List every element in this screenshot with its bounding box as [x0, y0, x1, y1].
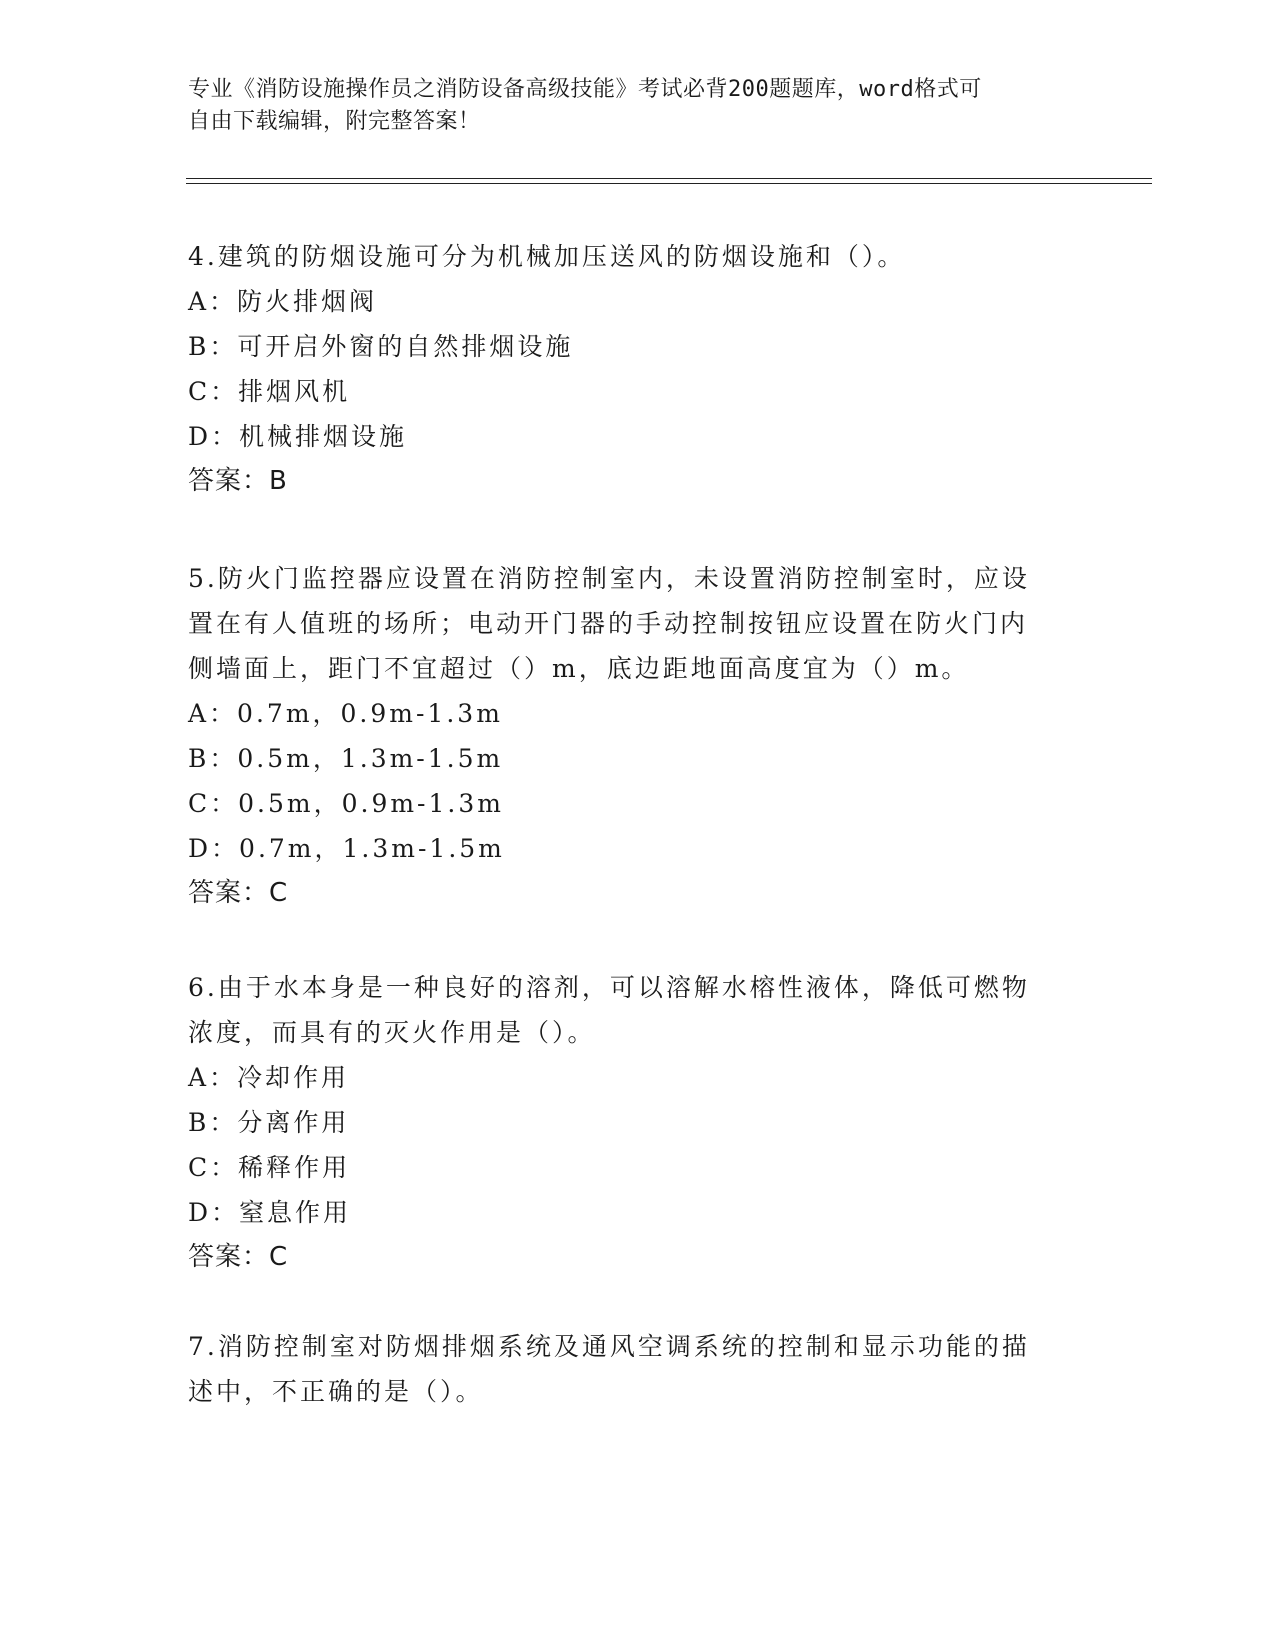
- question-stem-line: 6.由于水本身是一种良好的溶剂，可以溶解水榕性液体，降低可燃物: [188, 973, 1030, 1002]
- option-b: B：分离作用: [188, 1108, 350, 1137]
- option-c: C：排烟风机: [188, 377, 351, 406]
- question-stem-line: 浓度，而具有的灭火作用是（）。: [188, 1018, 596, 1047]
- question-stem: [188, 556, 1068, 691]
- option-c: C：0.5m，0.9m-1.3m: [188, 789, 504, 818]
- header-line-2: 自由下载编辑，附完整答案！: [188, 109, 481, 134]
- option-d: D：窒息作用: [188, 1198, 352, 1227]
- question-stem: [188, 1324, 1068, 1414]
- question-4: [188, 234, 1068, 504]
- question-stem-line: 7.消防控制室对防烟排烟系统及通风空调系统的控制和显示功能的描: [188, 1332, 1030, 1361]
- option-a: A：防火排烟阀: [188, 287, 378, 316]
- option-b: B：可开启外窗的自然排烟设施: [188, 332, 574, 361]
- header-divider-top: [186, 178, 1152, 179]
- question-7: [188, 1324, 1068, 1414]
- question-stem-line: 5.防火门监控器应设置在消防控制室内，未设置消防控制室时，应设: [188, 564, 1030, 593]
- answer: 答案：C: [188, 878, 289, 908]
- question-stem-line: 4.建筑的防烟设施可分为机械加压送风的防烟设施和（）。: [188, 242, 906, 271]
- option-b: B：0.5m，1.3m-1.5m: [188, 744, 504, 773]
- question-stem-line: 述中，不正确的是（）。: [188, 1377, 484, 1406]
- header-divider-bottom: [186, 183, 1152, 184]
- option-d: D：0.7m，1.3m-1.5m: [188, 834, 505, 863]
- option-a: A：冷却作用: [188, 1063, 350, 1092]
- option-c: C：稀释作用: [188, 1153, 351, 1182]
- question-5: [188, 556, 1068, 916]
- answer: 答案：C: [188, 1242, 289, 1272]
- question-stem: [188, 965, 1068, 1055]
- question-6: [188, 965, 1068, 1280]
- question-stem-line: 置在有人值班的场所；电动开门器的手动控制按钮应设置在防火门内: [188, 609, 1029, 638]
- question-stem-line: 侧墙面上，距门不宜超过（）m，底边距地面高度宜为（）m。: [188, 654, 970, 683]
- question-stem: [188, 234, 1068, 279]
- answer: 答案：B: [188, 466, 288, 496]
- header-line-1: 专业《消防设施操作员之消防设备高级技能》考试必背200题题库，word格式可: [188, 77, 982, 102]
- option-a: A：0.7m，0.9m-1.3m: [188, 699, 503, 728]
- document-header: [188, 74, 1068, 138]
- option-d: D：机械排烟设施: [188, 422, 408, 451]
